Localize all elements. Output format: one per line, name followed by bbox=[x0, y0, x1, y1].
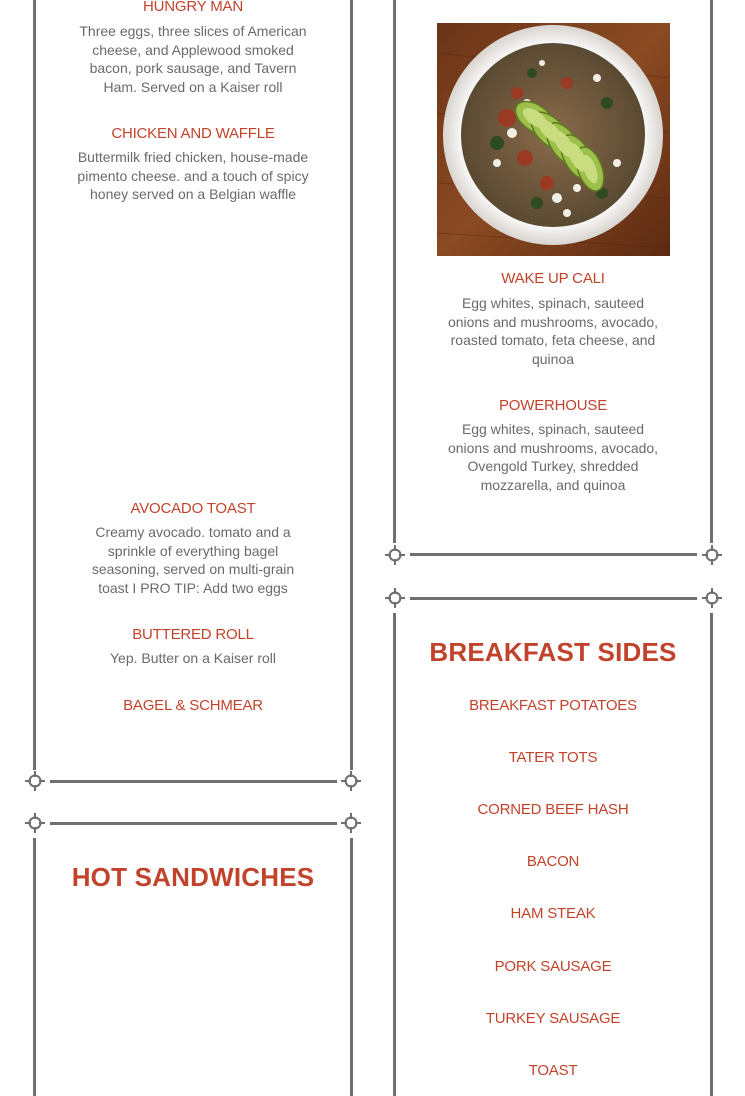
menu-item-title: AVOCADO TOAST bbox=[130, 500, 256, 517]
left-section-border-right bbox=[350, 838, 353, 1096]
right-column-divider-bottom bbox=[410, 553, 697, 556]
menu-item-title: BUTTERED ROLL bbox=[132, 626, 254, 643]
crosshair-handle-icon[interactable] bbox=[385, 588, 405, 608]
side-item: BACON bbox=[526, 853, 580, 870]
left-column-divider-bottom bbox=[50, 780, 337, 783]
left-column-divider-top bbox=[50, 822, 337, 825]
crosshair-handle-icon[interactable] bbox=[25, 771, 45, 791]
menu-item-title: POWERHOUSE bbox=[498, 397, 607, 414]
right-column-border-right bbox=[710, 0, 713, 543]
bowl-with-avocado-photo bbox=[437, 23, 670, 256]
side-item: PORK SAUSAGE bbox=[494, 958, 612, 975]
menu-item-title: BAGEL & SCHMEAR bbox=[123, 697, 263, 714]
section-title-breakfast-sides: BREAKFAST SIDES bbox=[429, 637, 677, 667]
side-item: TATER TOTS bbox=[508, 749, 598, 766]
crosshair-handle-icon[interactable] bbox=[25, 813, 45, 833]
left-column-border-left bbox=[33, 0, 36, 770]
menu-item-title: CHICKEN AND WAFFLE bbox=[111, 125, 275, 142]
crosshair-handle-icon[interactable] bbox=[702, 545, 722, 565]
left-column-border-right bbox=[350, 0, 353, 770]
menu-item-description: Creamy avocado. tomato and a sprinkle of everything bagel seasoning, served on multi-grain toast I PRO TIP: Add two eggs bbox=[91, 524, 295, 596]
section-title-hot-sandwiches: HOT SANDWICHES bbox=[71, 862, 315, 892]
right-column-divider-top bbox=[410, 597, 697, 600]
menu-item-title: HUNGRY MAN bbox=[143, 0, 243, 15]
side-item: TOAST bbox=[528, 1062, 578, 1079]
left-section-border-left bbox=[33, 838, 36, 1096]
crosshair-handle-icon[interactable] bbox=[702, 588, 722, 608]
right-column-border-left bbox=[393, 0, 396, 543]
crosshair-handle-icon[interactable] bbox=[385, 545, 405, 565]
right-section-border-left bbox=[393, 613, 396, 1096]
right-section-border-right bbox=[710, 613, 713, 1096]
side-item: HAM STEAK bbox=[510, 905, 596, 922]
side-item: TURKEY SAUSAGE bbox=[485, 1010, 621, 1027]
menu-item-description: Yep. Butter on a Kaiser roll bbox=[109, 650, 277, 666]
menu-item-description: Egg whites, spinach, sauteed onions and mushrooms, avocado, roasted tomato, feta cheese, and quinoa bbox=[447, 295, 659, 367]
side-item: BREAKFAST POTATOES bbox=[469, 697, 637, 714]
crosshair-handle-icon[interactable] bbox=[341, 813, 361, 833]
menu-item-description: Egg whites, spinach, sauteed onions and mushrooms, avocado, Ovengold Turkey, shredded mozzarella, and quinoa bbox=[447, 421, 659, 493]
menu-item-description: Buttermilk fried chicken, house-made pimento cheese. and a touch of spicy honey served on a Belgian waffle bbox=[77, 149, 309, 202]
side-item: CORNED BEEF HASH bbox=[477, 801, 629, 818]
crosshair-handle-icon[interactable] bbox=[341, 771, 361, 791]
menu-item-title: WAKE UP CALI bbox=[501, 270, 605, 287]
menu-item-description: Three eggs, three slices of American cheese, and Applewood smoked bacon, pork sausage, and Tavern Ham. Served on a Kaiser roll bbox=[79, 23, 307, 95]
